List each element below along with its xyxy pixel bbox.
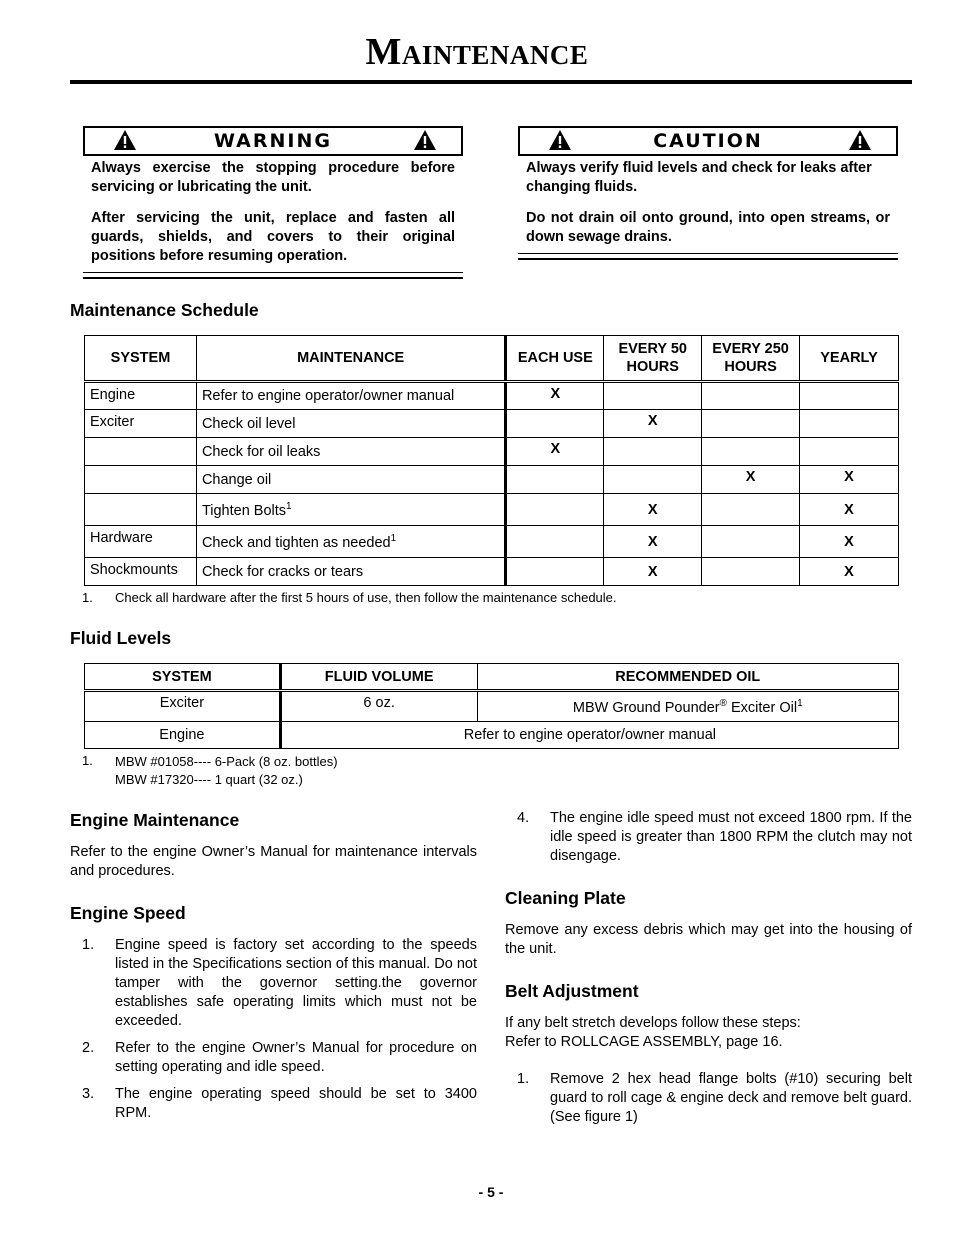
list-item bbox=[70, 1039, 477, 1077]
engine-speed-steps bbox=[70, 936, 477, 1131]
col-header-every-50-line2: HOURS bbox=[626, 359, 679, 375]
col-header-maintenance: MAINTENANCE bbox=[196, 336, 505, 382]
part-description: ---- 1 quart (32 oz.) bbox=[193, 772, 303, 787]
task-text: Check oil level bbox=[201, 415, 296, 432]
cell-every-250 bbox=[702, 494, 800, 526]
table-row bbox=[85, 438, 899, 466]
warning-footer-rule bbox=[83, 272, 463, 279]
table-row bbox=[85, 410, 899, 438]
belt-adjustment-line1: If any belt stretch develops follow these steps: bbox=[505, 1015, 801, 1031]
task-text: Check and tighten as needed bbox=[201, 534, 391, 551]
cell-system bbox=[85, 438, 197, 466]
cell-yearly: X bbox=[800, 466, 899, 494]
table-row bbox=[85, 466, 899, 494]
caution-text-2: Do not drain oil onto ground, into open streams, or down sewage drains. bbox=[526, 210, 890, 245]
step-text: The engine idle speed must not exceed 1800 rpm. If the idle speed is greater than 1800 RPM the clutch may not disengage. bbox=[550, 810, 912, 864]
cell-volume: 6 oz. bbox=[280, 691, 477, 722]
cell-each-use: X bbox=[506, 438, 604, 466]
cleaning-plate-text: Remove any excess debris which may get into the housing of the unit. bbox=[505, 922, 912, 957]
col-header-system: SYSTEM bbox=[85, 664, 281, 691]
belt-adjustment-intro bbox=[505, 1014, 912, 1052]
engine-maintenance-text: Refer to the engine Owner’s Manual for maintenance intervals and procedures. bbox=[70, 844, 477, 879]
cell-yearly bbox=[800, 382, 899, 410]
cell-each-use bbox=[506, 494, 604, 526]
cell-every-250 bbox=[702, 438, 800, 466]
part-number: MBW #17320 bbox=[115, 772, 194, 787]
table-row bbox=[85, 526, 899, 558]
list-item bbox=[505, 1070, 912, 1127]
step-number: 1. bbox=[82, 937, 95, 953]
cell-every-250 bbox=[702, 558, 800, 586]
warning-box bbox=[83, 126, 463, 279]
cell-every-50 bbox=[604, 466, 702, 494]
warning-text-1: Always exercise the stopping procedure before servicing or lubricating the unit. bbox=[91, 160, 455, 195]
col-header-system: SYSTEM bbox=[85, 336, 197, 382]
cell-maintenance bbox=[196, 382, 505, 410]
belt-adjustment-heading: Belt Adjustment bbox=[505, 981, 639, 1001]
cell-every-50 bbox=[604, 382, 702, 410]
belt-adjustment-steps bbox=[505, 1070, 912, 1135]
belt-adjustment-line2: Refer to ROLLCAGE ASSEMBLY, page 16. bbox=[505, 1034, 783, 1050]
col-header-each-use: EACH USE bbox=[506, 336, 604, 382]
cleaning-plate-heading: Cleaning Plate bbox=[505, 888, 626, 908]
cell-every-50: X bbox=[604, 494, 702, 526]
cell-merged: Refer to engine operator/owner manual bbox=[280, 722, 898, 749]
cell-yearly bbox=[800, 438, 899, 466]
step-number: 3. bbox=[82, 1086, 95, 1102]
step-text: Refer to the engine Owner’s Manual for procedure on setting operating and idle speed. bbox=[115, 1040, 477, 1075]
warning-text-2: After servicing the unit, replace and fasten all guards, shields, and covers to their original positions before resuming operation. bbox=[91, 210, 455, 264]
step-number: 1. bbox=[517, 1071, 530, 1087]
step-text: Remove 2 hex head flange bolts (#10) securing belt guard to roll cage & engine deck and remove belt guard. (See figure 1) bbox=[550, 1071, 912, 1125]
warning-label: WARNING bbox=[214, 130, 332, 152]
cell-maintenance bbox=[196, 558, 505, 586]
cell-maintenance bbox=[196, 466, 505, 494]
table-row bbox=[85, 691, 899, 722]
task-text: Tighten Bolts bbox=[201, 502, 287, 519]
cell-each-use bbox=[506, 558, 604, 586]
caution-footer-rule bbox=[518, 253, 898, 260]
cell-every-250 bbox=[702, 382, 800, 410]
oil-name: MBW Ground Pounder bbox=[572, 699, 720, 716]
table-row bbox=[85, 558, 899, 586]
engine-speed-heading: Engine Speed bbox=[70, 903, 186, 923]
cell-system: Engine bbox=[85, 382, 197, 410]
fluid-levels-heading: Fluid Levels bbox=[70, 628, 172, 648]
step-text: The engine operating speed should be set to 3400 RPM. bbox=[115, 1086, 477, 1121]
title-rule bbox=[70, 80, 912, 84]
warning-header bbox=[83, 126, 463, 156]
cell-every-50: X bbox=[604, 558, 702, 586]
part-description: ---- 6-Pack (8 oz. bottles) bbox=[193, 754, 338, 769]
table-header-row bbox=[85, 664, 899, 691]
table-row bbox=[85, 722, 899, 749]
footnote-ref: 1 bbox=[390, 532, 397, 544]
fluid-levels-table bbox=[84, 663, 899, 749]
task-text: Check for cracks or tears bbox=[201, 563, 364, 580]
cell-system: Hardware bbox=[85, 526, 197, 558]
part-number: MBW #01058 bbox=[115, 754, 194, 769]
footnote-ref: 1 bbox=[797, 697, 803, 709]
cell-system bbox=[85, 494, 197, 526]
col-header-fluid-volume: FLUID VOLUME bbox=[280, 664, 477, 691]
list-item bbox=[505, 809, 912, 866]
cell-every-250: X bbox=[702, 466, 800, 494]
cell-each-use bbox=[506, 526, 604, 558]
cell-yearly: X bbox=[800, 558, 899, 586]
engine-maintenance-heading: Engine Maintenance bbox=[70, 810, 240, 830]
cell-maintenance bbox=[196, 410, 505, 438]
warning-triangle-icon bbox=[848, 129, 872, 151]
registered-mark: ® bbox=[719, 697, 727, 709]
cell-each-use bbox=[506, 466, 604, 494]
page-number: - 5 - bbox=[478, 1184, 504, 1200]
col-header-every-250-line1: EVERY 250 bbox=[712, 341, 789, 357]
cell-maintenance bbox=[196, 494, 505, 526]
cell-each-use bbox=[506, 410, 604, 438]
maintenance-schedule-table bbox=[84, 335, 899, 586]
schedule-footnote: Check all hardware after the first 5 hours of use, then follow the maintenance schedule. bbox=[115, 590, 617, 605]
caution-header bbox=[518, 126, 898, 156]
col-header-yearly: YEARLY bbox=[800, 336, 899, 382]
warning-triangle-icon bbox=[548, 129, 572, 151]
task-text: Check for oil leaks bbox=[201, 443, 321, 460]
cell-maintenance bbox=[196, 526, 505, 558]
cell-each-use: X bbox=[506, 382, 604, 410]
oil-name-tail: Exciter Oil bbox=[726, 699, 798, 716]
task-text: Refer to engine operator/owner manual bbox=[201, 388, 455, 404]
maintenance-schedule-heading: Maintenance Schedule bbox=[70, 300, 259, 320]
table-row bbox=[85, 494, 899, 526]
engine-speed-steps-continued bbox=[505, 809, 912, 874]
fluid-footnote-number: 1. bbox=[82, 753, 93, 768]
step-number: 2. bbox=[82, 1040, 95, 1056]
table-row bbox=[85, 382, 899, 410]
caution-box bbox=[518, 126, 898, 260]
caution-label: CAUTION bbox=[653, 130, 763, 152]
cell-every-50: X bbox=[604, 410, 702, 438]
cell-every-250 bbox=[702, 526, 800, 558]
step-number: 4. bbox=[517, 810, 530, 826]
warning-triangle-icon bbox=[413, 129, 437, 151]
col-header-every-250-line2: HOURS bbox=[724, 359, 777, 375]
cell-yearly: X bbox=[800, 526, 899, 558]
list-item bbox=[70, 1085, 477, 1123]
caution-text-1: Always verify fluid levels and check for leaks after changing fluids. bbox=[526, 160, 872, 195]
page-title: Maintenance bbox=[365, 31, 589, 73]
step-text: Engine speed is factory set according to the speeds listed in the Specifications section of this manual. Do not tamper with the governor setting.the governor establishes safe operating limits which must not be exceeded. bbox=[115, 937, 477, 1029]
col-header-every-50-line1: EVERY 50 bbox=[618, 341, 687, 357]
cell-system: Engine bbox=[85, 722, 281, 749]
cell-system: Exciter bbox=[85, 691, 281, 722]
col-header-every-250 bbox=[702, 336, 800, 382]
cell-every-50 bbox=[604, 438, 702, 466]
list-item bbox=[70, 936, 477, 1031]
cell-every-50: X bbox=[604, 526, 702, 558]
cell-every-250 bbox=[702, 410, 800, 438]
warning-triangle-icon bbox=[113, 129, 137, 151]
task-text: Change oil bbox=[201, 471, 272, 488]
col-header-every-50 bbox=[604, 336, 702, 382]
fluid-footnote bbox=[115, 753, 338, 789]
footnote-ref: 1 bbox=[286, 500, 292, 512]
cell-maintenance bbox=[196, 438, 505, 466]
cell-system bbox=[85, 466, 197, 494]
cell-oil bbox=[477, 691, 898, 722]
cell-yearly bbox=[800, 410, 899, 438]
cell-yearly: X bbox=[800, 494, 899, 526]
col-header-recommended-oil: RECOMMENDED OIL bbox=[477, 664, 898, 691]
cell-system: Shockmounts bbox=[85, 558, 197, 586]
cell-system: Exciter bbox=[85, 410, 197, 438]
schedule-footnote-number: 1. bbox=[82, 590, 93, 605]
table-header-row bbox=[85, 336, 899, 382]
